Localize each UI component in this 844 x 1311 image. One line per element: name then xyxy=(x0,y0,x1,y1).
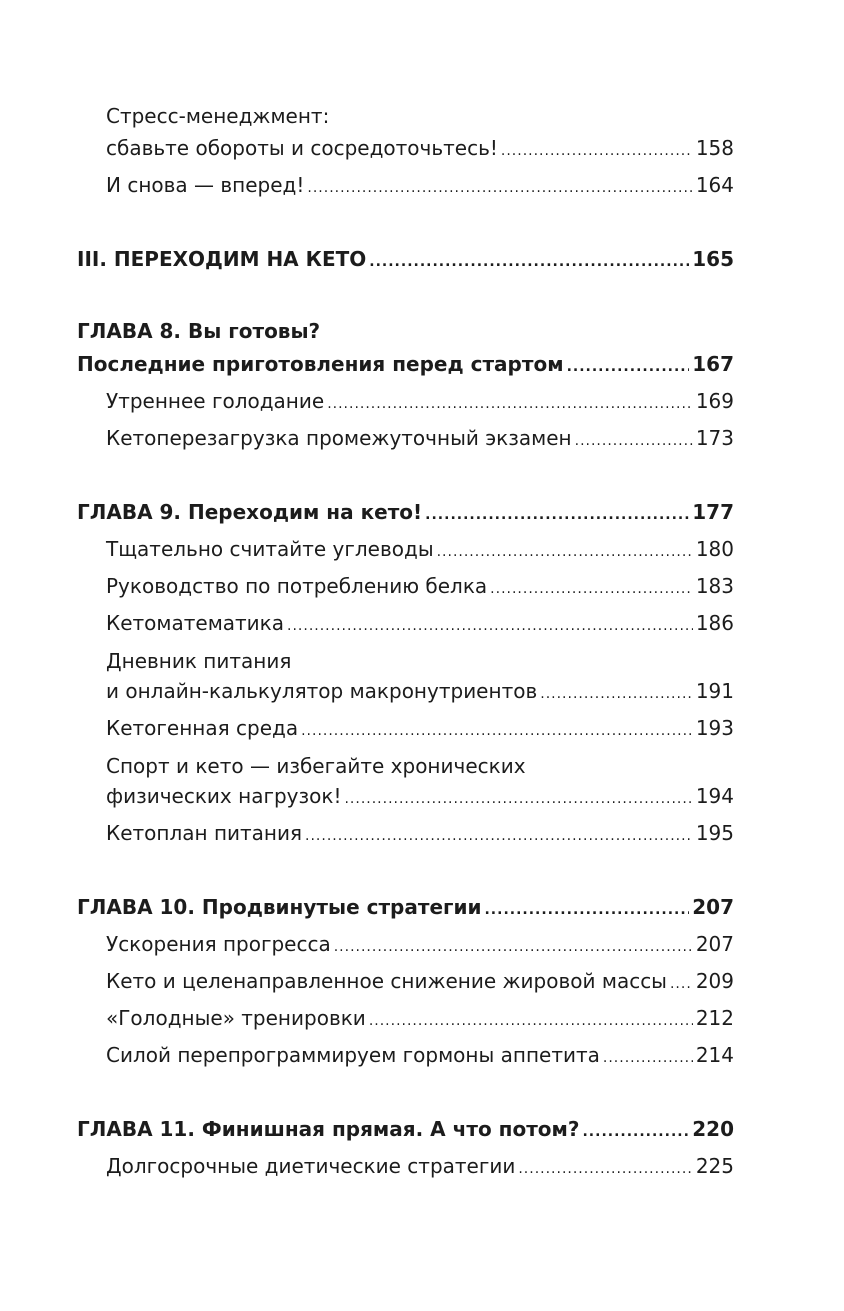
dot-leader xyxy=(582,1114,689,1151)
dot-leader xyxy=(344,781,692,818)
dot-leader xyxy=(369,1003,693,1040)
toc-entry-page: 180 xyxy=(695,537,734,561)
dot-leader xyxy=(301,713,693,750)
toc-entry-page: 167 xyxy=(692,352,734,376)
toc-entry-page: 209 xyxy=(695,969,734,993)
dot-leader xyxy=(369,244,689,281)
toc-entry-page: 169 xyxy=(695,389,734,413)
toc-entry[interactable] xyxy=(106,420,734,457)
toc-entry-title: физических нагрузок! xyxy=(106,784,342,808)
toc-entry-title: Руководство по потреблению белка xyxy=(106,574,488,598)
dot-leader xyxy=(287,608,693,645)
toc-part-entry[interactable] xyxy=(77,241,734,278)
toc-entry-title: Кетоматематика xyxy=(106,611,285,635)
toc-entry[interactable] xyxy=(106,1000,734,1037)
toc-chapter-entry[interactable] xyxy=(77,494,734,531)
toc-entry-title: ГЛАВА 10. Продвинутые стратегии xyxy=(77,895,482,919)
dot-leader xyxy=(575,423,693,460)
toc-entry-page: 194 xyxy=(695,784,734,808)
toc-entry[interactable] xyxy=(106,167,734,204)
toc-entry-page: 212 xyxy=(695,1006,734,1030)
toc-entry-title: Утреннее голодание xyxy=(106,389,325,413)
toc-entry[interactable] xyxy=(106,531,734,568)
toc-entry-page: 193 xyxy=(695,716,734,740)
toc-entry-title: Кето и целенаправленное снижение жировой массы xyxy=(106,969,667,993)
toc-chapter-entry[interactable] xyxy=(77,346,734,383)
toc-entry-title: Долгосрочные диетические стратегии xyxy=(106,1154,516,1178)
toc-entry-page: 164 xyxy=(695,173,734,197)
toc-entry[interactable] xyxy=(106,1148,734,1185)
toc-entry-title: ГЛАВА 9. Переходим на кето! xyxy=(77,500,423,524)
toc-entry-title: «Голодные» тренировки xyxy=(106,1006,366,1030)
toc-entry-page: 183 xyxy=(695,574,734,598)
toc-entry[interactable] xyxy=(106,383,734,420)
dot-leader xyxy=(425,497,689,534)
toc-entry-page: 165 xyxy=(692,247,734,271)
toc-entry[interactable] xyxy=(106,710,734,747)
toc-entry[interactable] xyxy=(106,1037,734,1074)
toc-entry-first-line: Стресс-менеджмент: xyxy=(106,104,330,128)
toc-entry-page: 207 xyxy=(695,932,734,956)
toc-entry-title: Тщательно считайте углеводы xyxy=(106,537,434,561)
toc-entry-page: 177 xyxy=(692,500,734,524)
toc-entry[interactable] xyxy=(106,778,734,815)
dot-leader xyxy=(307,170,692,207)
toc-entry-title: и онлайн-калькулятор макронутриентов xyxy=(106,679,538,703)
toc-chapter-entry[interactable] xyxy=(77,1111,734,1148)
toc-entry-title: Кетоперезагрузка промежуточный экзамен xyxy=(106,426,572,450)
dot-leader xyxy=(327,386,693,423)
toc-entry-title: Последние приготовления перед стартом xyxy=(77,352,564,376)
toc-entry-page: 191 xyxy=(695,679,734,703)
toc-entry-title: сбавьте обороты и сосредоточьтесь! xyxy=(106,136,498,160)
dot-leader xyxy=(670,966,693,1003)
dot-leader xyxy=(518,1151,692,1188)
toc-chapter-entry[interactable] xyxy=(77,889,734,926)
toc-entry-title: III. ПЕРЕХОДИМ НА КЕТО xyxy=(77,247,367,271)
toc-entry[interactable] xyxy=(106,605,734,642)
toc-entry-page: 207 xyxy=(692,895,734,919)
toc-entry[interactable] xyxy=(106,815,734,852)
toc-entry-page: 186 xyxy=(695,611,734,635)
toc-entry-first-line: ГЛАВА 8. Вы готовы? xyxy=(77,319,321,343)
toc-entry[interactable] xyxy=(106,963,734,1000)
toc-entry-title: Силой перепрограммируем гормоны аппетита xyxy=(106,1043,600,1067)
toc-entry-page: 214 xyxy=(695,1043,734,1067)
dot-leader xyxy=(603,1040,693,1077)
toc-entry[interactable] xyxy=(106,926,734,963)
dot-leader xyxy=(567,349,690,386)
toc-entry-first-line: Дневник питания xyxy=(106,649,292,673)
dot-leader xyxy=(484,892,689,929)
toc-entry-page: 225 xyxy=(695,1154,734,1178)
toc-entry-page: 173 xyxy=(695,426,734,450)
dot-leader xyxy=(334,929,693,966)
toc-entry-title: Ускорения прогресса xyxy=(106,932,331,956)
dot-leader xyxy=(540,676,693,713)
toc-entry-title: ГЛАВА 11. Финишная прямая. А что потом? xyxy=(77,1117,580,1141)
toc-entry-title: И снова — вперед! xyxy=(106,173,305,197)
toc-entry[interactable] xyxy=(106,130,734,167)
toc-entry-title: Кетоплан питания xyxy=(106,821,303,845)
dot-leader xyxy=(305,818,693,855)
toc-entry[interactable] xyxy=(106,673,734,710)
toc-entry-page: 220 xyxy=(692,1117,734,1141)
toc-entry-title: Кетогенная среда xyxy=(106,716,299,740)
dot-leader xyxy=(501,133,693,170)
toc-entry-page: 195 xyxy=(695,821,734,845)
toc-entry-first-line: Спорт и кето — избегайте хронических xyxy=(106,754,526,778)
toc-entry-page: 158 xyxy=(695,136,734,160)
dot-leader xyxy=(437,534,693,571)
dot-leader xyxy=(490,571,693,608)
toc-entry[interactable] xyxy=(106,568,734,605)
